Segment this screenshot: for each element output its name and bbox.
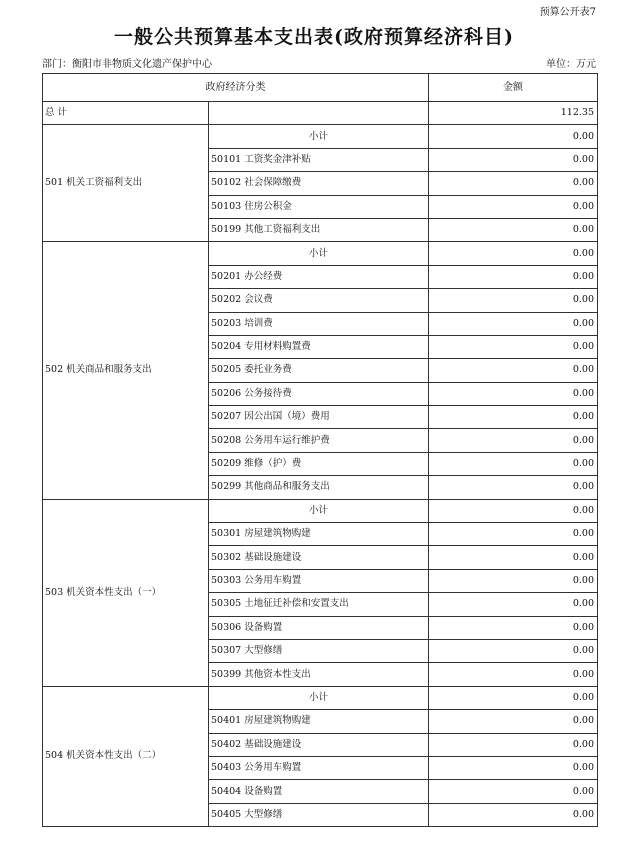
item-amount: 0.00 [429, 616, 598, 639]
header-amount: 金额 [429, 74, 598, 102]
item-label: 50209 维修（护）费 [209, 452, 429, 475]
item-label: 50203 培训费 [209, 312, 429, 335]
item-amount: 0.00 [429, 382, 598, 405]
item-label: 50199 其他工资福利支出 [209, 218, 429, 241]
item-amount: 0.00 [429, 499, 598, 522]
item-amount: 0.00 [429, 569, 598, 592]
item-amount: 0.00 [429, 452, 598, 475]
budget-table [42, 73, 598, 827]
item-amount: 0.00 [429, 663, 598, 686]
item-amount: 0.00 [429, 125, 598, 148]
group-name: 503 机关资本性支出（一） [43, 499, 209, 686]
unit-label: 单位：万元 [546, 59, 596, 70]
item-amount: 0.00 [429, 195, 598, 218]
item-amount: 0.00 [429, 172, 598, 195]
item-label: 50305 土地征迁补偿和安置支出 [209, 593, 429, 616]
table-row [43, 125, 598, 148]
item-label: 50303 公务用车购置 [209, 569, 429, 592]
item-amount: 0.00 [429, 148, 598, 171]
item-label: 50404 设备购置 [209, 780, 429, 803]
item-label: 50201 办公经费 [209, 265, 429, 288]
item-amount: 0.00 [429, 242, 598, 265]
item-label: 50403 公务用车购置 [209, 756, 429, 779]
item-label: 50102 社会保障缴费 [209, 172, 429, 195]
table-row [43, 499, 598, 522]
item-label: 50207 因公出国（境）费用 [209, 406, 429, 429]
item-amount: 0.00 [429, 429, 598, 452]
item-label: 50402 基础设施建设 [209, 733, 429, 756]
item-amount: 0.00 [429, 710, 598, 733]
subtotal-label: 小计 [209, 499, 429, 522]
item-label: 50405 大型修缮 [209, 803, 429, 826]
item-amount: 0.00 [429, 733, 598, 756]
group-name: 502 机关商品和服务支出 [43, 242, 209, 499]
header-row [43, 74, 598, 102]
item-amount: 0.00 [429, 289, 598, 312]
item-label: 50204 专用材料购置费 [209, 335, 429, 358]
department-label: 部门：衡阳市非物质文化遗产保护中心 [42, 59, 212, 70]
subtotal-label: 小计 [209, 125, 429, 148]
item-amount: 0.00 [429, 546, 598, 569]
item-label: 50307 大型修缮 [209, 639, 429, 662]
page-title: 一般公共预算基本支出表(政府预算经济科目) [114, 26, 514, 48]
item-amount: 0.00 [429, 218, 598, 241]
item-amount: 0.00 [429, 476, 598, 499]
item-label: 50101 工资奖金津补贴 [209, 148, 429, 171]
total-row [43, 102, 598, 125]
item-amount: 0.00 [429, 335, 598, 358]
group-name: 501 机关工资福利支出 [43, 125, 209, 242]
item-label: 50301 房屋建筑物购建 [209, 523, 429, 546]
subtotal-label: 小计 [209, 242, 429, 265]
item-label: 50202 会议费 [209, 289, 429, 312]
total-amount: 112.35 [429, 102, 598, 125]
total-label: 总 计 [43, 102, 209, 125]
item-label: 50401 房屋建筑物购建 [209, 710, 429, 733]
item-amount: 0.00 [429, 686, 598, 709]
table-number-label: 预算公开表7 [539, 7, 596, 18]
item-amount: 0.00 [429, 639, 598, 662]
item-amount: 0.00 [429, 780, 598, 803]
item-amount: 0.00 [429, 803, 598, 826]
item-label: 50206 公务接待费 [209, 382, 429, 405]
table-row [43, 242, 598, 265]
header-category: 政府经济分类 [43, 74, 429, 102]
item-label: 50306 设备购置 [209, 616, 429, 639]
item-amount: 0.00 [429, 312, 598, 335]
item-amount: 0.00 [429, 593, 598, 616]
item-label: 50205 委托业务费 [209, 359, 429, 382]
item-amount: 0.00 [429, 265, 598, 288]
subtotal-label: 小计 [209, 686, 429, 709]
table-row [43, 686, 598, 709]
group-name: 504 机关资本性支出（二） [43, 686, 209, 826]
item-label: 50103 住房公积金 [209, 195, 429, 218]
total-blank-cell [209, 102, 429, 125]
item-amount: 0.00 [429, 756, 598, 779]
item-label: 50208 公务用车运行维护费 [209, 429, 429, 452]
item-label: 50302 基础设施建设 [209, 546, 429, 569]
item-label: 50299 其他商品和服务支出 [209, 476, 429, 499]
item-amount: 0.00 [429, 523, 598, 546]
item-amount: 0.00 [429, 359, 598, 382]
item-amount: 0.00 [429, 406, 598, 429]
item-label: 50399 其他资本性支出 [209, 663, 429, 686]
